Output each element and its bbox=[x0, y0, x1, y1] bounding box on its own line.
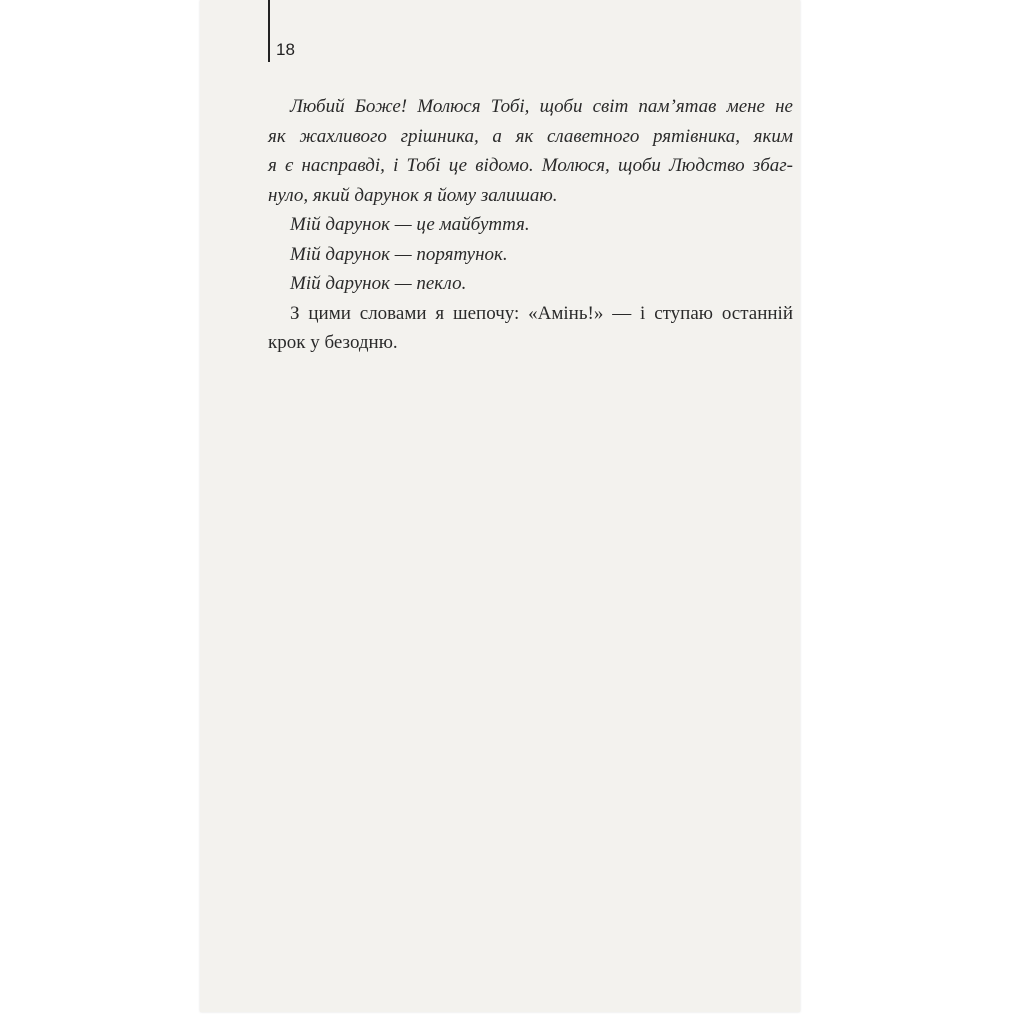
text-line: як жахливого грішника, а як славетного рятівника, яким bbox=[268, 125, 793, 147]
text-line: Мій дарунок — порятунок. bbox=[290, 243, 508, 265]
text-line: Мій дарунок — це майбуття. bbox=[290, 214, 530, 235]
text-line: крок у безодню. bbox=[268, 332, 398, 353]
page-number: 18 bbox=[276, 40, 295, 59]
text-line: нуло, який дарунок я йому залишаю. bbox=[268, 184, 558, 206]
margin-rule bbox=[268, 0, 270, 62]
text-line: З цими словами я шепочу: «Амінь!» — і ступаю останній bbox=[290, 302, 793, 324]
text-line: я є насправді, і Тобі це відомо. Молюся, щоби Людство збаг- bbox=[268, 155, 793, 176]
body-text bbox=[268, 92, 793, 358]
text-line: Любий Боже! Молюся Тобі, щоби світ пам’ятав мене не bbox=[290, 96, 793, 117]
text-line: Мій дарунок — пекло. bbox=[290, 273, 467, 294]
